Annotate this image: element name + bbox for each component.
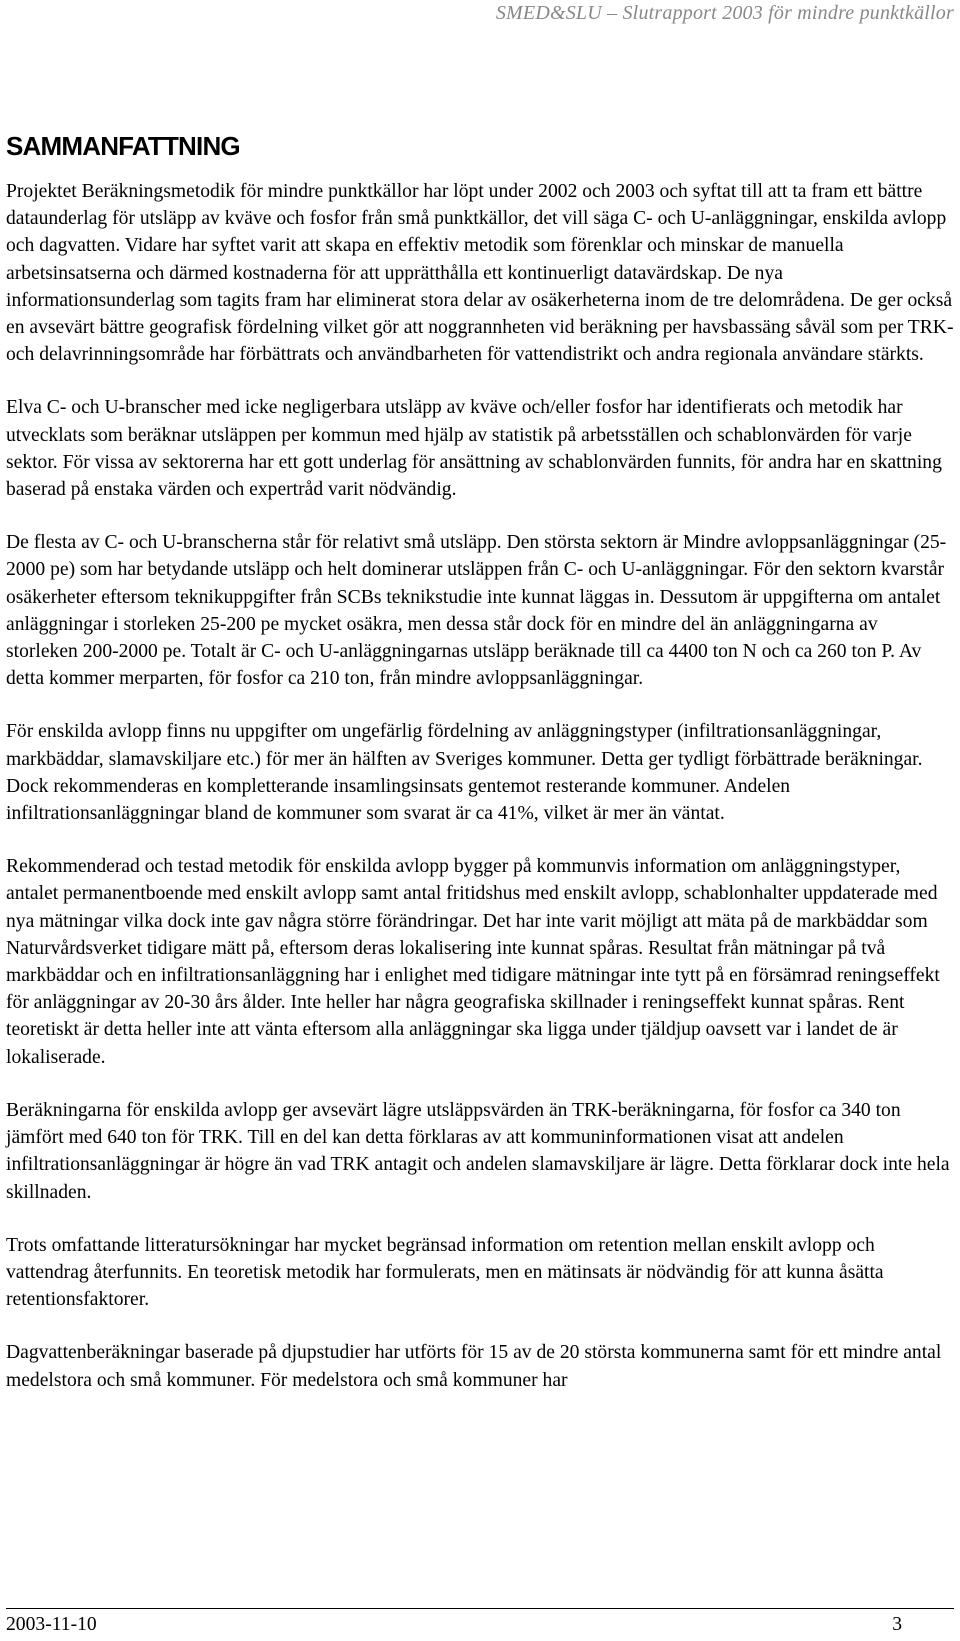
paragraph-5: Rekommenderad och testad metodik för enskilda avlopp bygger på kommunvis information om anläggningstyper, antalet permanentboende med enskilt avlopp samt antal fritidshus med enskilt avlopp, schablonhalter uppdaterade med nya mätningar vilka dock inte gav några större förändringar. Det har inte varit möjligt att mäta på de markbäddar som Naturvårdsverket tidigare mätt på, eftersom deras lokalisering inte kunnat spåras. Resultat från mätningar på två markbäddar och en infiltrationsanläggning har i enlighet med tidigare mätningar inte tytt på en försämrad reningseffekt för anläggningar av 20-30 års ålder. Inte heller har några geografiska skillnader i reningseffekt kunnat spåras. Rent teoretiskt är detta heller inte att vänta eftersom alla anläggningar ska ligga under tjäldjup oavsett var i landet de är lokaliserade. [6,856,940,1068]
paragraph-2: Elva C- och U-branscher med icke negligerbara utsläpp av kväve och/eller fosfor har identifierats och metodik har utvecklats som beräknar utsläppen per kommun med hjälp av statistik på arbetsställen och schablonvärden för varje sektor. För vissa av sektorerna har ett gott underlag för ansättning av schablonvärden funnits, för andra har en skattning baserad på enstaka värden och expertråd varit nödvändig. [6,397,942,501]
paragraph-7: Trots omfattande litteratursökningar har mycket begränsad information om retention mellan enskilt avlopp och vattendrag återfunnits. En teoretisk metodik har formulerats, men en mätinsats är nödvändig för att kunna åsätta retentionsfaktorer. [6,1234,884,1311]
paragraph-4: För enskilda avlopp finns nu uppgifter om ungefärlig fördelning av anläggningstyper (infiltrationsanläggningar, markbäddar, slamavskiljare etc.) för mer än hälften av Sveriges kommuner. Detta ger tydligt förbättrade beräkningar. Dock rekommenderas en kompletterande insamlingsinsats gentemot resterande kommuner. Andelen infiltrationsanläggningar bland de kommuner som svarat är ca 41%, vilket är mer än väntat. [6,721,923,825]
body-text [6,178,954,1394]
paragraph-3: De flesta av C- och U-branscherna står för relativt små utsläpp. Den största sektorn är Mindre avloppsanläggningar (25-2000 pe) som har betydande utsläpp och helt dominerar utsläppen från C- och U-anläggningar. För den sektorn kvarstår osäkerheter eftersom teknikuppgifter från SCBs teknikstudie inte kunnat läggas in. Dessutom är uppgifterna om antalet anläggningar i storleken 25-200 pe mycket osäkra, men dessa står dock för en mindre del än anläggningarna av storleken 200-2000 pe. Totalt är C- och U-anläggningarnas utsläpp beräknade till ca 4400 ton N och ca 260 ton P. Av detta kommer merparten, för fosfor ca 210 ton, från mindre avloppsanläggningar. [6,532,947,690]
paragraph-8: Dagvattenberäkningar baserade på djupstudier har utförts för 15 av de 20 största kommunerna samt för ett mindre antal medelstora och små kommuner. För medelstora och små kommuner har [6,1342,942,1391]
footer-divider [6,1608,954,1609]
section-title: SAMMANFATTNING [6,131,240,161]
footer-date: 2003-11-10 [6,1614,97,1635]
paragraph-6: Beräkningarna för enskilda avlopp ger avsevärt lägre utsläppsvärden än TRK-beräkningarna, för fosfor ca 340 ton jämfört med 640 ton för TRK. Till en del kan detta förklaras av att kommuninformationen visat att andelen infiltrationsanläggningar är högre än vad TRK antagit och andelen slamavskiljare är lägre. Detta förklarar dock inte hela skillnaden. [6,1099,950,1203]
paragraph-1: Projektet Beräkningsmetodik för mindre punktkällor har löpt under 2002 och 2003 och syftat till att ta fram ett bättre dataunderlag för utsläpp av kväve och fosfor från små punktkällor, det vill säga C- och U-anläggningar, enskilda avlopp och dagvatten. Vidare har syftet varit att skapa en effektiv metodik som förenklar och minskar de manuella arbetsinsatserna och därmed kostnaderna för att upprätthålla ett kontinuerligt datavärdskap. De nya informationsunderlag som tagits fram har eliminerat stora delar av osäkerheterna inom de tre delområdena. De ger också en avsevärt bättre geografisk fördelning vilket gör att noggrannheten vid beräkning per havsbassäng såväl som per TRK- och delavrinningsområde har förbättrats och användbarheten för vattendistrikt och andra regionala användare stärkts. [6,181,954,366]
running-header: SMED&SLU – Slutrapport 2003 för mindre punktkällor [495,2,954,24]
page-number: 3 [892,1614,902,1635]
